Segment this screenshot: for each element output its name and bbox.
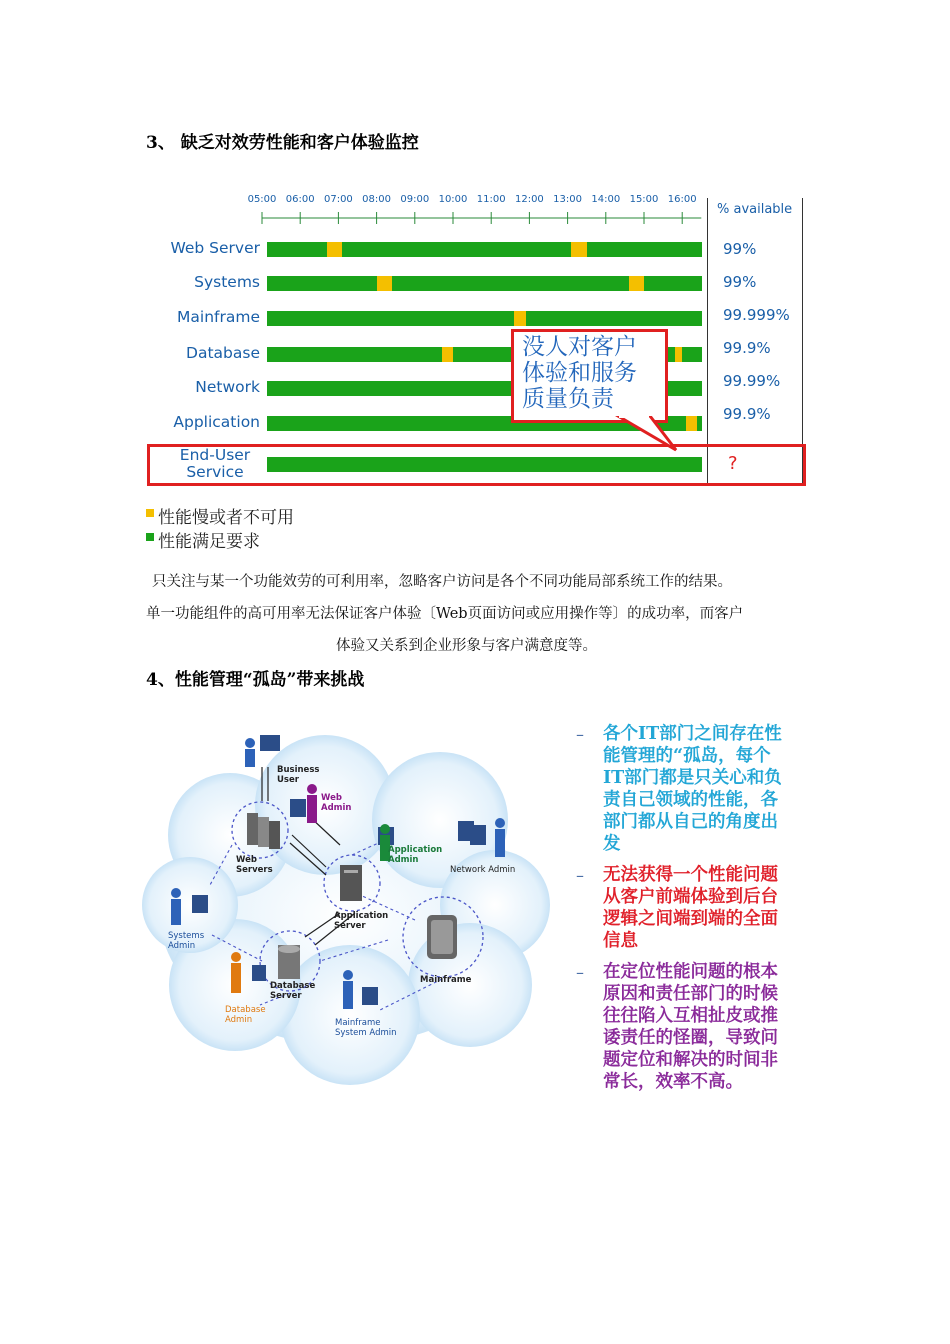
availability-bar [267, 276, 702, 291]
availability-value: 99% [723, 240, 757, 258]
time-tick-label: 12:00 [514, 194, 544, 205]
time-tick-label: 08:00 [362, 194, 392, 205]
availability-value: ? [728, 453, 738, 474]
availability-value: 99% [723, 273, 757, 291]
bullet-line: 从客户前端体验到后台 [603, 887, 778, 907]
label-application-admin [388, 845, 442, 865]
time-tick-label: 14:00 [591, 194, 621, 205]
bullet-dash: – [576, 963, 584, 982]
availability-value: 99.9% [723, 339, 771, 357]
label-line: Business [277, 765, 320, 775]
bullet-line: 能管理的“孤岛，每个 [603, 746, 771, 766]
label-line: Server [270, 991, 302, 1001]
availability-bar [267, 311, 702, 326]
time-tick-label: 05:00 [247, 194, 277, 205]
slow-period-segment [514, 311, 525, 326]
label-database-admin [225, 1005, 266, 1025]
slow-period-segment [377, 276, 392, 291]
row-label: Application [173, 413, 260, 431]
availability-value: 99.9% [723, 405, 771, 423]
label-line: Admin [388, 855, 419, 865]
legend-swatch-ok [146, 533, 154, 541]
row-label: Mainframe [177, 308, 260, 326]
legend-label: 性能慢或者不可用 [158, 508, 294, 528]
row-label-line: Service [186, 463, 244, 481]
legend-slow [146, 503, 294, 528]
row-label: Database [186, 344, 260, 362]
slow-period-segment [442, 347, 453, 362]
legend-label: 性能满足要求 [158, 532, 260, 552]
slow-period-segment [327, 242, 342, 257]
time-tick-label: 13:00 [553, 194, 583, 205]
bullet-dash: – [576, 866, 584, 885]
bullet-line: 往往陷入互相扯皮或推 [603, 1006, 778, 1026]
availability-chart [140, 190, 810, 490]
label-line: Admin [321, 803, 352, 813]
label-web-admin [321, 793, 352, 813]
legend-ok [146, 527, 260, 552]
paragraph-line: 体验又关系到企业形象与客户满意度等。 [336, 638, 597, 654]
time-tick-label: 15:00 [629, 194, 659, 205]
time-tick-label: 11:00 [476, 194, 506, 205]
callout-line: 体验和服务 [522, 360, 637, 386]
slow-period-segment [629, 276, 644, 291]
bullet-line: 在定位性能问题的根本 [603, 962, 778, 982]
slow-period-segment [675, 347, 683, 362]
section3-heading: 3、 缺乏对效劳性能和客户体验监控 [146, 133, 419, 153]
availability-value: 99.99% [723, 372, 781, 390]
section4-heading: 4、性能管理“孤岛”带来挑战 [146, 670, 365, 690]
availability-value: 99.999% [723, 306, 790, 324]
bullet-line: 常长，效率不高。 [603, 1072, 743, 1092]
label-line: Servers [236, 865, 273, 875]
label-line: Admin [225, 1015, 253, 1025]
bullet-line: IT部门都是只关心和负 [603, 768, 782, 788]
time-tick-label: 07:00 [323, 194, 353, 205]
bullet-line: 无法获得一个性能问题 [603, 865, 778, 885]
bullet-line: 原因和责任部门的时候 [603, 984, 778, 1004]
bullet-dash: – [576, 725, 584, 744]
label-mainframe: Mainframe [420, 975, 472, 985]
bullet-line: 信息 [603, 931, 638, 951]
slow-period-segment [571, 242, 586, 257]
bullet-line: 诿责任的怪圈，导致问 [603, 1028, 778, 1048]
bullet-line: 部门都从自己的角度出 [603, 812, 778, 832]
label-line: System Admin [335, 1028, 397, 1038]
row-label: Network [195, 378, 260, 396]
label-line: Mainframe [335, 1018, 381, 1028]
label-database-server [270, 981, 315, 1001]
label-line: User [277, 775, 299, 785]
label-mainframe-admin [335, 1018, 397, 1038]
end-user-highlight [147, 444, 806, 486]
time-tick-label: 06:00 [285, 194, 315, 205]
label-web-servers [236, 855, 273, 875]
label-line: Database [225, 1005, 266, 1015]
availability-bar [267, 242, 702, 257]
bullet-line: 各个IT部门之间存在性 [603, 724, 782, 744]
paragraph-line: 单一功能组件的高可用率无法保证客户体验〔Web页面访问或应用操作等〕的成功率，而客户 [146, 606, 744, 622]
label-line: Admin [168, 941, 196, 951]
callout-box [511, 329, 668, 423]
time-tick-label: 10:00 [438, 194, 468, 205]
label-systems-admin [168, 931, 204, 951]
label-application-server [334, 911, 388, 931]
paragraph-line: 只关注与某一个功能效劳的可利用率，忽略客户访问是各个不同功能局部系统工作的结果。 [152, 574, 732, 590]
label-business-user [277, 765, 319, 785]
availability-header: % available [717, 202, 793, 217]
bullet-line: 题定位和解决的时间非 [603, 1050, 778, 1070]
label-line: Database [270, 981, 316, 991]
row-label: Web Server [170, 239, 260, 257]
label-line: Systems [168, 931, 205, 941]
callout-pointer [610, 416, 690, 466]
bullet-line: 逻辑之间端到端的全面 [603, 909, 778, 929]
label-line: Web [236, 855, 257, 865]
it-silos-diagram [140, 725, 550, 1100]
bullet-line: 发 [603, 834, 621, 854]
row-label-line: End-User [179, 446, 251, 464]
label-line: Server [334, 921, 366, 931]
label-network-admin: Network Admin [450, 865, 516, 875]
label-line: Application [388, 845, 443, 855]
time-tick-label: 16:00 [667, 194, 697, 205]
legend-swatch-slow [146, 509, 154, 517]
callout-line: 没人对客户 [522, 334, 637, 360]
bullet-line: 责自己领域的性能，各 [603, 790, 778, 810]
label-line: Web [321, 793, 342, 803]
row-label: Systems [194, 273, 260, 291]
time-tick-label: 09:00 [400, 194, 430, 205]
label-line: Application [334, 911, 389, 921]
callout-line: 质量负责 [522, 386, 614, 412]
